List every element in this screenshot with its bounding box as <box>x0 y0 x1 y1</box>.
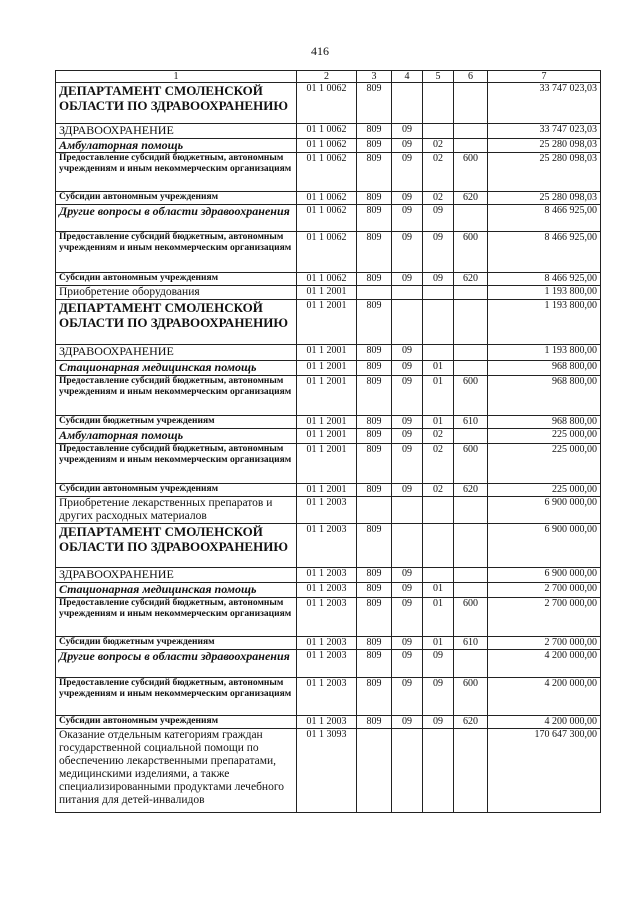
ministry-code-cell <box>357 286 392 300</box>
section-code-cell: 09 <box>392 361 423 376</box>
row-name-cell: Предоставление субсидий бюджетным, автономным учреждениям и иным некоммерческим организациям <box>56 232 297 273</box>
row-name-cell: ЗДРАВООХРАНЕНИЕ <box>56 568 297 583</box>
section-code-cell <box>392 83 423 124</box>
table-row <box>56 568 601 583</box>
section-code-cell <box>392 286 423 300</box>
ministry-code-cell: 809 <box>357 678 392 716</box>
header-cell: 1 <box>56 71 297 83</box>
section-code-cell: 09 <box>392 139 423 153</box>
amount-cell: 968 800,00 <box>488 416 601 429</box>
amount-cell: 6 900 000,00 <box>488 497 601 524</box>
subsection-code-cell: 02 <box>423 444 454 484</box>
row-name-cell: Предоставление субсидий бюджетным, автономным учреждениям и иным некоммерческим организациям <box>56 678 297 716</box>
table-row <box>56 300 601 345</box>
header-cell: 6 <box>454 71 488 83</box>
amount-cell: 33 747 023,03 <box>488 124 601 139</box>
target-code-cell: 01 1 0062 <box>297 192 357 205</box>
subsection-code-cell: 01 <box>423 583 454 598</box>
section-code-cell: 09 <box>392 153 423 192</box>
ministry-code-cell: 809 <box>357 484 392 497</box>
subsection-code-cell: 09 <box>423 273 454 286</box>
amount-cell: 225 000,00 <box>488 444 601 484</box>
subsection-code-cell: 01 <box>423 416 454 429</box>
expense-type-code-cell <box>454 524 488 568</box>
expense-type-code-cell <box>454 205 488 232</box>
header-cell: 2 <box>297 71 357 83</box>
table-row <box>56 583 601 598</box>
subsection-code-cell: 09 <box>423 650 454 678</box>
amount-cell: 8 466 925,00 <box>488 205 601 232</box>
table-row <box>56 598 601 637</box>
header-cell: 3 <box>357 71 392 83</box>
amount-cell: 4 200 000,00 <box>488 716 601 729</box>
target-code-cell: 01 1 2001 <box>297 361 357 376</box>
ministry-code-cell: 809 <box>357 376 392 416</box>
subsection-code-cell <box>423 286 454 300</box>
subsection-code-cell: 09 <box>423 232 454 273</box>
subsection-code-cell <box>423 83 454 124</box>
target-code-cell: 01 1 2001 <box>297 300 357 345</box>
ministry-code-cell: 809 <box>357 273 392 286</box>
row-name-cell: Субсидии автономным учреждениям <box>56 716 297 729</box>
row-name-cell: ЗДРАВООХРАНЕНИЕ <box>56 124 297 139</box>
expense-type-code-cell <box>454 83 488 124</box>
row-name-cell: Субсидии бюджетным учреждениям <box>56 416 297 429</box>
subsection-code-cell: 09 <box>423 678 454 716</box>
budget-table <box>55 70 601 813</box>
table-row <box>56 484 601 497</box>
table-row <box>56 524 601 568</box>
expense-type-code-cell <box>454 429 488 444</box>
table-row <box>56 429 601 444</box>
table-row <box>56 232 601 273</box>
ministry-code-cell: 809 <box>357 205 392 232</box>
subsection-code-cell: 02 <box>423 153 454 192</box>
ministry-code-cell: 809 <box>357 139 392 153</box>
subsection-code-cell <box>423 497 454 524</box>
table-row <box>56 273 601 286</box>
target-code-cell: 01 1 2003 <box>297 678 357 716</box>
ministry-code-cell: 809 <box>357 192 392 205</box>
amount-cell: 1 193 800,00 <box>488 345 601 361</box>
row-name-cell: Амбулаторная помощь <box>56 139 297 153</box>
subsection-code-cell <box>423 524 454 568</box>
row-name-cell: Предоставление субсидий бюджетным, автономным учреждениям и иным некоммерческим организациям <box>56 444 297 484</box>
subsection-code-cell: 02 <box>423 192 454 205</box>
header-cell: 5 <box>423 71 454 83</box>
row-name-cell: Приобретение оборудования <box>56 286 297 300</box>
subsection-code-cell: 01 <box>423 637 454 650</box>
subsection-code-cell <box>423 300 454 345</box>
table-row <box>56 678 601 716</box>
row-name-cell: Субсидии автономным учреждениям <box>56 273 297 286</box>
section-code-cell: 09 <box>392 205 423 232</box>
row-name-cell: ДЕПАРТАМЕНТ СМОЛЕНСКОЙ ОБЛАСТИ ПО ЗДРАВООХРАНЕНИЮ <box>56 524 297 568</box>
target-code-cell: 01 1 2003 <box>297 568 357 583</box>
section-code-cell: 09 <box>392 598 423 637</box>
target-code-cell: 01 1 0062 <box>297 273 357 286</box>
section-code-cell: 09 <box>392 637 423 650</box>
target-code-cell: 01 1 2001 <box>297 345 357 361</box>
section-code-cell: 09 <box>392 568 423 583</box>
row-name-cell: Приобретение лекарственных препаратов и других расходных материалов <box>56 497 297 524</box>
target-code-cell: 01 1 2001 <box>297 416 357 429</box>
section-code-cell: 09 <box>392 232 423 273</box>
section-code-cell: 09 <box>392 345 423 361</box>
ministry-code-cell: 809 <box>357 124 392 139</box>
target-code-cell: 01 1 2001 <box>297 376 357 416</box>
table-row <box>56 361 601 376</box>
section-code-cell <box>392 497 423 524</box>
amount-cell: 1 193 800,00 <box>488 286 601 300</box>
expense-type-code-cell: 620 <box>454 716 488 729</box>
target-code-cell: 01 1 2003 <box>297 716 357 729</box>
amount-cell: 968 800,00 <box>488 376 601 416</box>
section-code-cell: 09 <box>392 429 423 444</box>
amount-cell: 8 466 925,00 <box>488 273 601 286</box>
table-row <box>56 192 601 205</box>
target-code-cell: 01 1 2001 <box>297 444 357 484</box>
expense-type-code-cell <box>454 286 488 300</box>
target-code-cell: 01 1 2003 <box>297 637 357 650</box>
ministry-code-cell: 809 <box>357 583 392 598</box>
target-code-cell: 01 1 3093 <box>297 729 357 813</box>
target-code-cell: 01 1 2001 <box>297 484 357 497</box>
target-code-cell: 01 1 0062 <box>297 232 357 273</box>
ministry-code-cell: 809 <box>357 416 392 429</box>
amount-cell: 6 900 000,00 <box>488 568 601 583</box>
table-row <box>56 444 601 484</box>
subsection-code-cell: 02 <box>423 139 454 153</box>
row-name-cell: Стационарная медицинская помощь <box>56 583 297 598</box>
amount-cell: 968 800,00 <box>488 361 601 376</box>
expense-type-code-cell: 620 <box>454 192 488 205</box>
row-name-cell: Другие вопросы в области здравоохранения <box>56 205 297 232</box>
expense-type-code-cell <box>454 650 488 678</box>
ministry-code-cell: 809 <box>357 716 392 729</box>
subsection-code-cell: 09 <box>423 716 454 729</box>
amount-cell: 25 280 098,03 <box>488 139 601 153</box>
section-code-cell <box>392 524 423 568</box>
amount-cell: 8 466 925,00 <box>488 232 601 273</box>
expense-type-code-cell <box>454 583 488 598</box>
ministry-code-cell: 809 <box>357 83 392 124</box>
row-name-cell: Субсидии автономным учреждениям <box>56 484 297 497</box>
expense-type-code-cell: 600 <box>454 444 488 484</box>
section-code-cell: 09 <box>392 650 423 678</box>
target-code-cell: 01 1 0062 <box>297 205 357 232</box>
section-code-cell <box>392 300 423 345</box>
ministry-code-cell: 809 <box>357 524 392 568</box>
subsection-code-cell: 01 <box>423 598 454 637</box>
subsection-code-cell: 01 <box>423 361 454 376</box>
ministry-code-cell: 809 <box>357 232 392 273</box>
amount-cell: 2 700 000,00 <box>488 637 601 650</box>
ministry-code-cell: 809 <box>357 568 392 583</box>
ministry-code-cell: 809 <box>357 650 392 678</box>
row-name-cell: ДЕПАРТАМЕНТ СМОЛЕНСКОЙ ОБЛАСТИ ПО ЗДРАВООХРАНЕНИЮ <box>56 83 297 124</box>
ministry-code-cell <box>357 729 392 813</box>
table-row <box>56 729 601 813</box>
subsection-code-cell: 09 <box>423 205 454 232</box>
page-number: 416 <box>311 44 329 58</box>
expense-type-code-cell <box>454 497 488 524</box>
ministry-code-cell: 809 <box>357 361 392 376</box>
ministry-code-cell: 809 <box>357 444 392 484</box>
ministry-code-cell <box>357 497 392 524</box>
expense-type-code-cell: 620 <box>454 484 488 497</box>
section-code-cell: 09 <box>392 273 423 286</box>
section-code-cell: 09 <box>392 583 423 598</box>
target-code-cell: 01 1 2003 <box>297 598 357 637</box>
row-name-cell: ДЕПАРТАМЕНТ СМОЛЕНСКОЙ ОБЛАСТИ ПО ЗДРАВООХРАНЕНИЮ <box>56 300 297 345</box>
section-code-cell: 09 <box>392 376 423 416</box>
target-code-cell: 01 1 0062 <box>297 139 357 153</box>
target-code-cell: 01 1 0062 <box>297 83 357 124</box>
expense-type-code-cell <box>454 124 488 139</box>
target-code-cell: 01 1 2003 <box>297 583 357 598</box>
table-row <box>56 286 601 300</box>
row-name-cell: Субсидии автономным учреждениям <box>56 192 297 205</box>
target-code-cell: 01 1 0062 <box>297 124 357 139</box>
target-code-cell: 01 1 2003 <box>297 650 357 678</box>
ministry-code-cell: 809 <box>357 300 392 345</box>
row-name-cell: Предоставление субсидий бюджетным, автономным учреждениям и иным некоммерческим организациям <box>56 376 297 416</box>
expense-type-code-cell <box>454 300 488 345</box>
header-row <box>56 71 601 83</box>
expense-type-code-cell: 600 <box>454 153 488 192</box>
section-code-cell: 09 <box>392 416 423 429</box>
subsection-code-cell: 02 <box>423 429 454 444</box>
subsection-code-cell <box>423 345 454 361</box>
section-code-cell: 09 <box>392 716 423 729</box>
amount-cell: 25 280 098,03 <box>488 153 601 192</box>
table-row <box>56 345 601 361</box>
expense-type-code-cell: 620 <box>454 273 488 286</box>
expense-type-code-cell: 600 <box>454 598 488 637</box>
row-name-cell: Предоставление субсидий бюджетным, автономным учреждениям и иным некоммерческим организациям <box>56 598 297 637</box>
ministry-code-cell: 809 <box>357 429 392 444</box>
subsection-code-cell: 02 <box>423 484 454 497</box>
amount-cell: 225 000,00 <box>488 429 601 444</box>
table-row <box>56 153 601 192</box>
section-code-cell <box>392 729 423 813</box>
section-code-cell: 09 <box>392 192 423 205</box>
amount-cell: 33 747 023,03 <box>488 83 601 124</box>
table-row <box>56 205 601 232</box>
expense-type-code-cell: 600 <box>454 678 488 716</box>
table-row <box>56 637 601 650</box>
expense-type-code-cell <box>454 729 488 813</box>
row-name-cell: Предоставление субсидий бюджетным, автономным учреждениям и иным некоммерческим организациям <box>56 153 297 192</box>
amount-cell: 6 900 000,00 <box>488 524 601 568</box>
ministry-code-cell: 809 <box>357 345 392 361</box>
expense-type-code-cell <box>454 568 488 583</box>
subsection-code-cell <box>423 729 454 813</box>
section-code-cell: 09 <box>392 484 423 497</box>
amount-cell: 225 000,00 <box>488 484 601 497</box>
row-name-cell: Стационарная медицинская помощь <box>56 361 297 376</box>
row-name-cell: Амбулаторная помощь <box>56 429 297 444</box>
row-name-cell: Другие вопросы в области здравоохранения <box>56 650 297 678</box>
amount-cell: 4 200 000,00 <box>488 678 601 716</box>
table-row <box>56 376 601 416</box>
table-row <box>56 716 601 729</box>
subsection-code-cell: 01 <box>423 376 454 416</box>
table-row <box>56 416 601 429</box>
ministry-code-cell: 809 <box>357 637 392 650</box>
section-code-cell: 09 <box>392 444 423 484</box>
subsection-code-cell <box>423 568 454 583</box>
amount-cell: 1 193 800,00 <box>488 300 601 345</box>
target-code-cell: 01 1 2003 <box>297 524 357 568</box>
target-code-cell: 01 1 2003 <box>297 497 357 524</box>
row-name-cell: Оказание отдельным категориям граждан государственной социальной помощи по обеспечению лекарственными препаратами, медицинскими изделиями, а также специализированными продуктами лечебного питания для детей-инвалидов <box>56 729 297 813</box>
table-row <box>56 497 601 524</box>
amount-cell: 25 280 098,03 <box>488 192 601 205</box>
amount-cell: 2 700 000,00 <box>488 598 601 637</box>
section-code-cell: 09 <box>392 124 423 139</box>
header-cell: 4 <box>392 71 423 83</box>
amount-cell: 170 647 300,00 <box>488 729 601 813</box>
table-row <box>56 124 601 139</box>
header-cell: 7 <box>488 71 601 83</box>
expense-type-code-cell <box>454 361 488 376</box>
amount-cell: 2 700 000,00 <box>488 583 601 598</box>
expense-type-code-cell: 600 <box>454 232 488 273</box>
subsection-code-cell <box>423 124 454 139</box>
row-name-cell: ЗДРАВООХРАНЕНИЕ <box>56 345 297 361</box>
expense-type-code-cell: 600 <box>454 376 488 416</box>
target-code-cell: 01 1 2001 <box>297 429 357 444</box>
expense-type-code-cell: 610 <box>454 416 488 429</box>
amount-cell: 4 200 000,00 <box>488 650 601 678</box>
section-code-cell: 09 <box>392 678 423 716</box>
table-row <box>56 139 601 153</box>
row-name-cell: Субсидии бюджетным учреждениям <box>56 637 297 650</box>
expense-type-code-cell: 610 <box>454 637 488 650</box>
expense-type-code-cell <box>454 139 488 153</box>
expense-type-code-cell <box>454 345 488 361</box>
ministry-code-cell: 809 <box>357 153 392 192</box>
target-code-cell: 01 1 2001 <box>297 286 357 300</box>
table-row <box>56 83 601 124</box>
ministry-code-cell: 809 <box>357 598 392 637</box>
table-row <box>56 650 601 678</box>
target-code-cell: 01 1 0062 <box>297 153 357 192</box>
